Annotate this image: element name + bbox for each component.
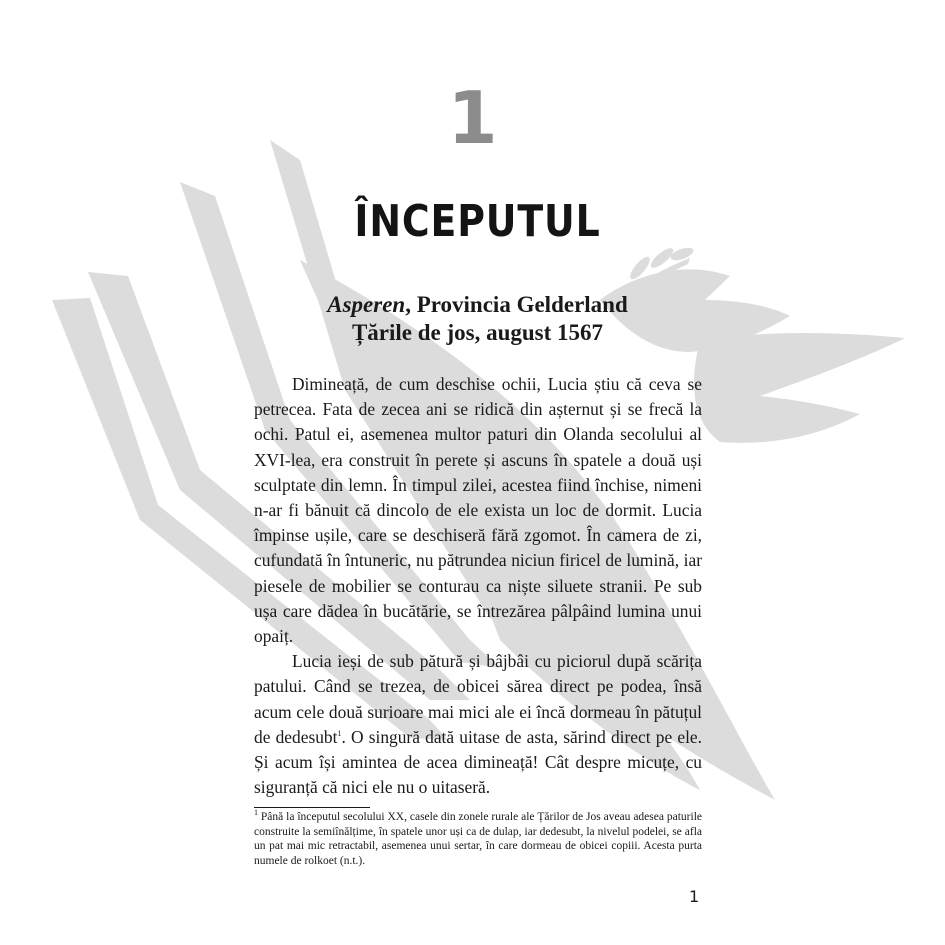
footnote-text: Până la începutul secolului XX, casele din zonele rurale ale Țărilor de Jos aveau adesea paturile construite la semiînălțime, în spatele unor uși ca de dulap, iar dedesubt, la nivelul podelei, se afla un pat mai mic retractabil, asemenea unui sertar, în care dormeau de obicei copiii. Acesta purta numele de rolkoet (n.t.).: [254, 811, 702, 867]
chapter-location: [0, 291, 945, 347]
footnote-mark: 1: [254, 808, 258, 818]
location-place: Asperen: [327, 292, 406, 317]
body-text: [254, 372, 702, 800]
paragraph-text: Lucia ieși de sub pătură și bâjbâi cu piciorul după scărița patului. Când se trezea, de obicei sărea direct pe podea, însă acum cele două surioare mai mici ale ei încă dormeau în pătuțul de dedesubt: [254, 651, 702, 747]
location-line-1: [0, 291, 945, 319]
page-number: 1: [689, 887, 700, 906]
location-line-2: Țările de jos, august 1567: [351, 320, 604, 345]
footnote-reference: 1: [337, 729, 342, 739]
chapter-number: 1: [447, 76, 498, 160]
footnote: [254, 810, 702, 868]
paragraph: Dimineață, de cum deschise ochii, Lucia știu că ceva se petrecea. Fata de zecea ani se ridică din așternut și se frecă la ochi. Patul ei, asemenea multor paturi din Olanda secolului al XVI-lea, era construit în perete și ascuns în spatele a două uși sculptate din lemn. În timpul zilei, acestea fiind închise, nimeni n-ar fi bănuit că dincolo de ele exista un loc de dormit. Lucia împinse ușile, care se deschiseră fără zgomot. În camera de zi, cufundată în întuneric, nu pătrundea niciun firicel de lumină, iar piesele de mobilier se conturau ca niște siluete stranii. Pe sub ușa care dădea în bucătărie, se întrezărea pâlpâind lumina unui opaiț.: [254, 374, 702, 647]
footnote-divider: [254, 807, 370, 808]
paragraph-text: . O singură dată uitase de asta, sărind direct pe ele. Și acum își amintea de acea dimineață! Cât despre micuțe, cu siguranță că nici ele nu o uitaseră.: [254, 726, 702, 798]
paragraph: [254, 649, 702, 800]
location-province: , Provincia Gelderland: [405, 292, 628, 317]
chapter-title: ÎNCEPUTUL: [354, 196, 601, 247]
